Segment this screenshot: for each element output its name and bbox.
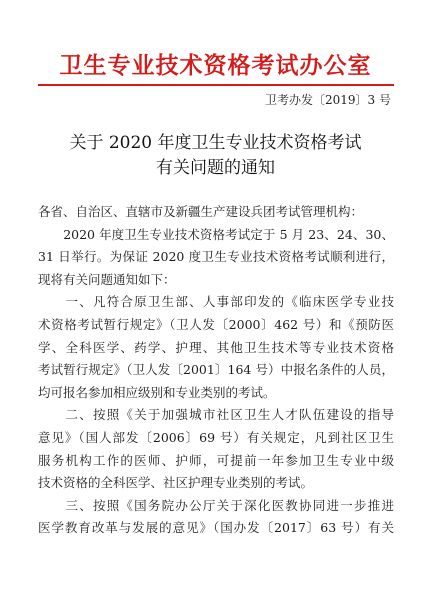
- document-number: 卫考办发〔2019〕3 号: [265, 93, 391, 107]
- issuing-office-header: 卫生专业技术资格考试办公室: [59, 53, 372, 79]
- notice-title: [0, 131, 431, 181]
- title-line-2: 有关问题的通知: [156, 158, 275, 178]
- title-line-1: 关于 2020 年度卫生专业技术资格考试: [69, 133, 362, 153]
- body-line: 31 日举行。为保证 2020 度卫生专业技术资格考试顺利进行，: [38, 249, 394, 265]
- body-line: 医学教育改革与发展的意见》（国办发〔2017〕63 号）有关: [38, 520, 394, 536]
- body-line: 学、全科医学、药学、护理、其他卫生技术等专业技术资格: [38, 339, 394, 355]
- body-line: 三、按照《国务院办公厅关于深化医教协同进一步推进: [38, 497, 394, 513]
- body-line: 技术资格的全科医学、社区护理专业类别的考试。: [38, 475, 314, 491]
- body-line: 术资格考试暂行规定》（卫人发〔2000〕462 号）和《预防医: [38, 316, 394, 332]
- red-header-rule: [38, 84, 394, 86]
- body-line: 意见》（国人部发〔2006〕69 号）有关规定，凡到社区卫生: [38, 429, 394, 445]
- body-line: 二、按照《关于加强城市社区卫生人才队伍建设的指导: [38, 407, 394, 423]
- body-line: 现将有关问题通知如下：: [38, 271, 176, 287]
- body-line: 一、凡符合原卫生部、人事部印发的《临床医学专业技: [38, 294, 394, 310]
- body-line: 2020 年度卫生专业技术资格考试定于 5 月 23、24、30、: [38, 226, 394, 242]
- notice-body: [38, 201, 394, 540]
- body-line: 均可报名参加相应级别和专业类别的考试。: [38, 384, 276, 400]
- body-line: 服务机构工作的医师、护师，可提前一年参加卫生专业中级: [38, 452, 394, 468]
- body-line: 考试暂行规定》（卫人发〔2001〕164 号）中报名条件的人员，: [38, 362, 394, 378]
- salutation: 各省、自治区、直辖市及新疆生产建设兵团考试管理机构：: [38, 204, 364, 219]
